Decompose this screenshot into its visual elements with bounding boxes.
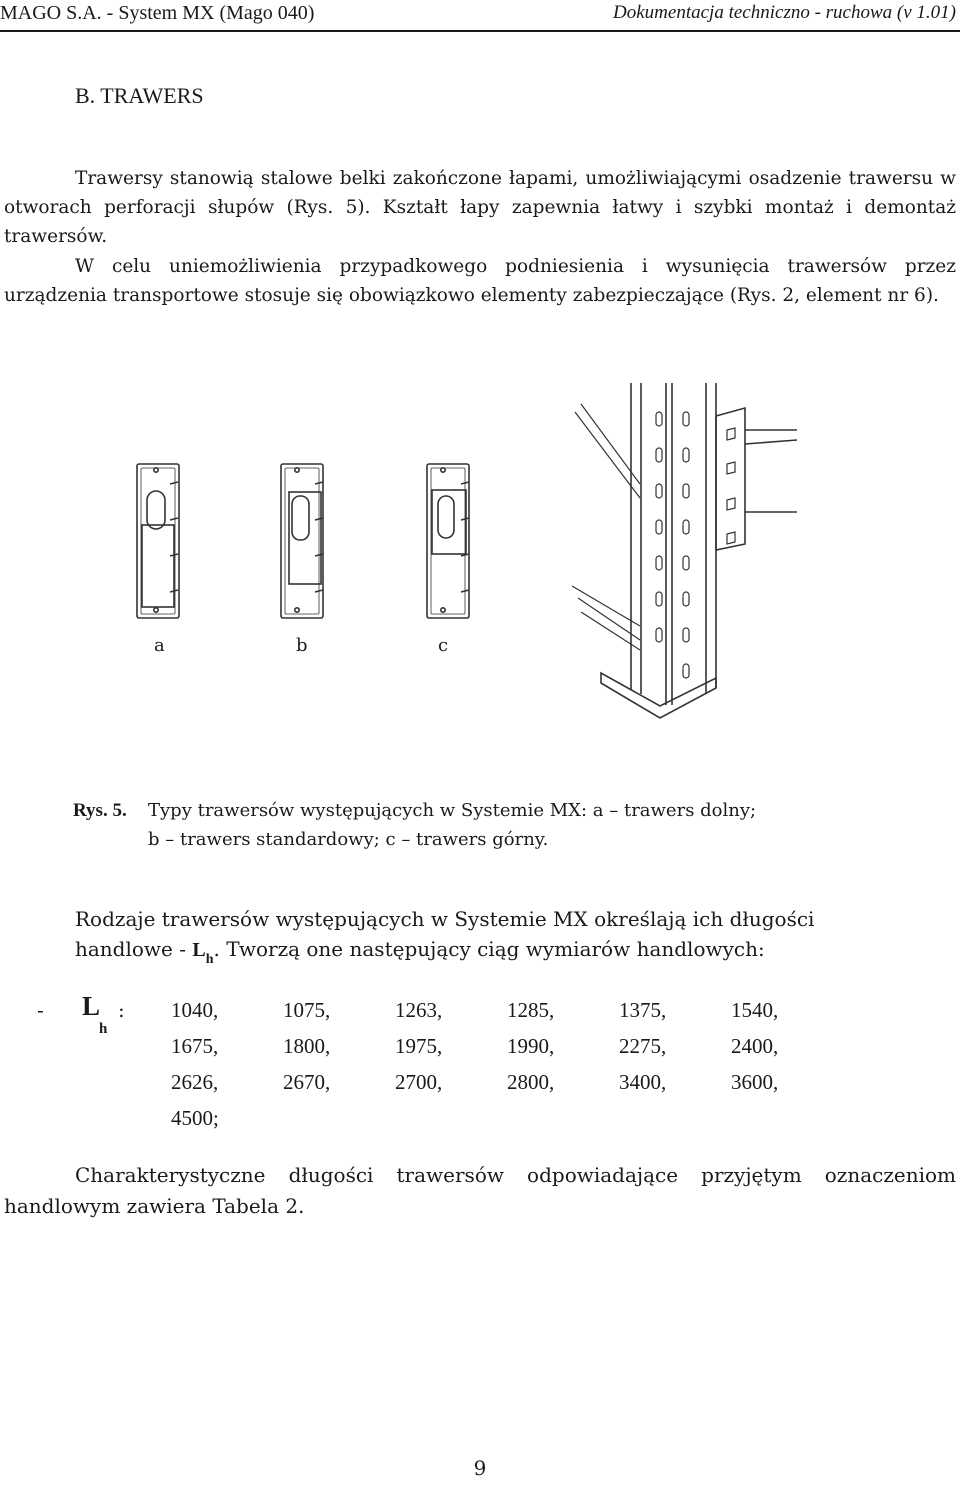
length-value: 1375,: [619, 998, 667, 1022]
length-value: 1263,: [395, 998, 443, 1022]
section-title: B. TRAWERS: [75, 83, 204, 108]
lengths-colon: :: [118, 998, 125, 1022]
figure-caption-label: Rys. 5.: [73, 800, 127, 821]
lengths-symbol: L: [82, 991, 101, 1021]
length-value: 1800,: [283, 1034, 331, 1058]
page-header-right: Dokumentacja techniczno - ruchowa (v 1.01): [613, 2, 956, 23]
length-value: 1075,: [283, 998, 331, 1022]
lengths-dash: -: [37, 998, 44, 1022]
length-value: 1040,: [171, 998, 219, 1022]
bracket-b-drawing: [281, 464, 323, 618]
intro-line-2: [75, 934, 765, 968]
figure-5-drawing: [0, 370, 960, 770]
intro-symbol: L: [192, 939, 206, 961]
header-rule: [0, 30, 960, 32]
length-value: 2275,: [619, 1034, 667, 1058]
length-value: 3400,: [619, 1070, 667, 1094]
length-value: 3600,: [731, 1070, 779, 1094]
upright-perspective-drawing: [572, 383, 797, 718]
intro-prefix: handlowe -: [75, 937, 193, 961]
final-paragraph: Charakterystyczne długości trawersów odpowiadające przyjętym oznaczeniom handlowym zawiera Tabela 2.: [4, 1163, 956, 1218]
length-value: 2700,: [395, 1070, 443, 1094]
length-value: 2670,: [283, 1070, 331, 1094]
length-value: 2626,: [171, 1070, 219, 1094]
bracket-c-drawing: [427, 464, 469, 618]
intro-subscript: h: [205, 952, 214, 967]
length-value: 2800,: [507, 1070, 555, 1094]
paragraph-1: Trawersy stanowią stalowe belki zakończone łapami, umożliwiającymi osadzenie trawersu w otworach perforacji słupów (Rys. 5). Kształt łapy zapewnia łatwy i szybki montaż i demontaż trawersów.: [4, 168, 956, 247]
intro-line-1: Rodzaje trawersów występujących w Systemie MX określają ich długości: [75, 907, 815, 931]
paragraph-2: W celu uniemożliwienia przypadkowego podniesienia i wysunięcia trawersów przez urządzenia transportowe stosuje się obowiązkowo elementy zabezpieczające (Rys. 2, element nr 6).: [4, 256, 956, 306]
page-number: 9: [473, 1456, 487, 1480]
figure-caption-line-1: Typy trawersów występujących w Systemie MX: a – trawers dolny;: [148, 800, 757, 821]
length-value: 1675,: [171, 1034, 219, 1058]
length-value: 1285,: [507, 998, 555, 1022]
figure-caption-line-2: b – trawers standardowy; c – trawers górny.: [148, 829, 549, 850]
length-value: 1990,: [507, 1034, 555, 1058]
length-value: 2400,: [731, 1034, 779, 1058]
length-value: 1975,: [395, 1034, 443, 1058]
figure-label-c: c: [438, 635, 449, 656]
length-value: 4500;: [171, 1106, 219, 1130]
page-header-left: MAGO S.A. - System MX (Mago 040): [0, 2, 315, 24]
figure-label-b: b: [296, 635, 308, 656]
lengths-subscript: h: [99, 1021, 108, 1037]
intro-suffix: . Tworzą one następujący ciąg wymiarów handlowych:: [213, 937, 765, 961]
figure-label-a: a: [154, 635, 165, 656]
length-value: 1540,: [731, 998, 779, 1022]
bracket-a-drawing: [137, 464, 179, 618]
